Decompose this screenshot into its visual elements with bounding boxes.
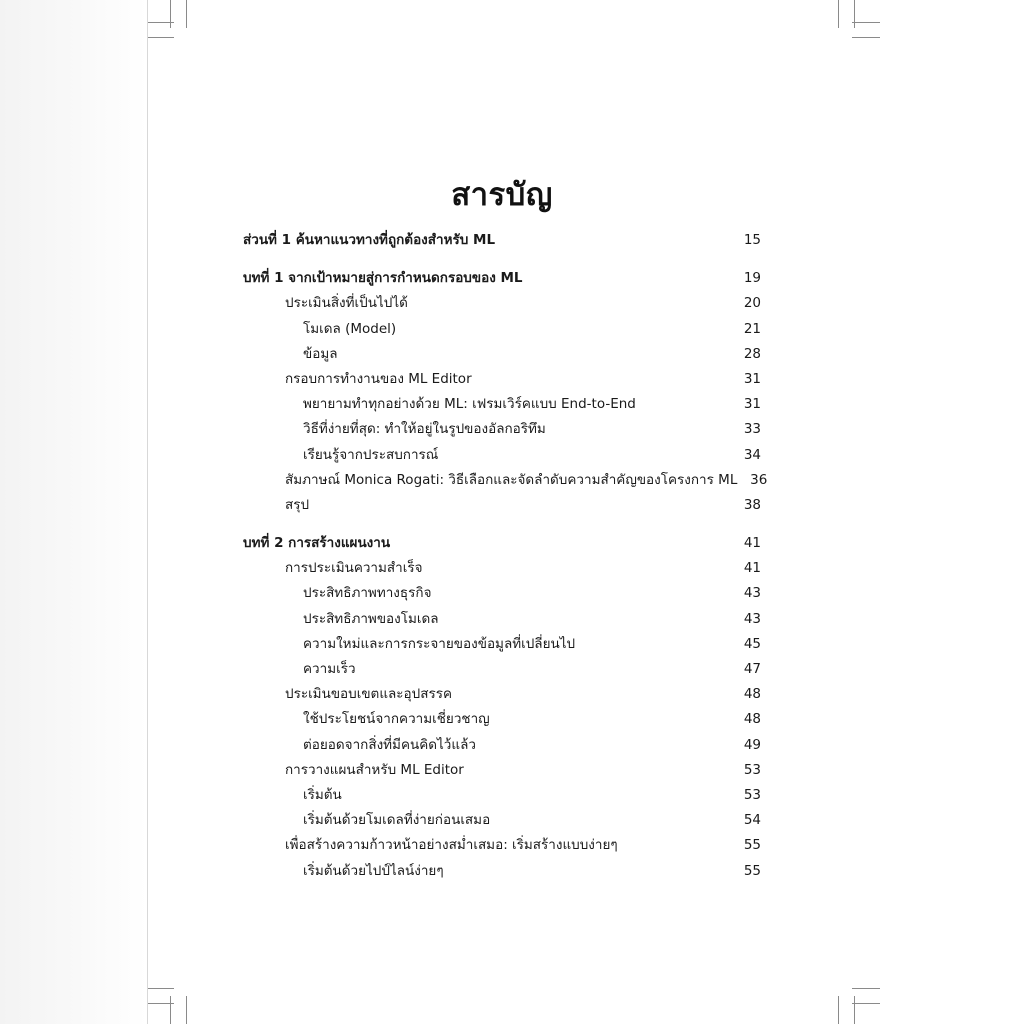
page-edge-line: [147, 0, 148, 1024]
crop-mark: [148, 37, 174, 38]
toc-entry-title: พยายามทำทุกอย่างด้วย ML: เฟรมเวิร์คแบบ End-to-End: [303, 396, 636, 413]
toc-entry-title: บทที่ 2 การสร้างแผนงาน: [243, 535, 391, 552]
toc-entry: [243, 682, 761, 707]
crop-mark: [852, 22, 880, 23]
toc-entry-title: ประสิทธิภาพทางธุรกิจ: [303, 585, 432, 602]
toc-entry: [243, 367, 761, 392]
crop-mark: [186, 996, 187, 1024]
crop-mark: [838, 996, 839, 1024]
toc-entry-title: เริ่มต้นด้วยโมเดลที่ง่ายก่อนเสมอ: [303, 812, 491, 829]
toc-chapter-heading: [243, 228, 761, 253]
toc-entry: [243, 556, 761, 581]
toc-entry: [243, 392, 761, 417]
toc-entry: [243, 581, 761, 606]
crop-mark: [854, 996, 855, 1024]
crop-mark: [148, 1003, 174, 1004]
toc-entry: [243, 859, 761, 884]
toc-entry-title: บทที่ 1 จากเป้าหมายสู่การกำหนดกรอบของ ML: [243, 270, 523, 287]
toc-page-number: 55: [743, 837, 761, 854]
toc-page-number: 43: [743, 610, 761, 627]
toc-page-number: 43: [743, 585, 761, 602]
toc-entry-title: เรียนรู้จากประสบการณ์: [303, 446, 439, 463]
toc-page-number: 49: [743, 736, 761, 753]
toc-entry: [243, 707, 761, 732]
toc-page-number: 55: [743, 862, 761, 879]
toc-page-number: 33: [743, 421, 761, 438]
toc-entry: [243, 417, 761, 442]
toc-entry: [243, 632, 761, 657]
toc-entry: [243, 607, 761, 632]
toc-entry: [243, 493, 761, 518]
toc-entry: [243, 808, 761, 833]
toc-entry-title: ต่อยอดจากสิ่งที่มีคนคิดไว้แล้ว: [303, 736, 476, 753]
crop-mark: [852, 988, 880, 989]
toc-chapter-heading: [243, 531, 761, 556]
toc-page-number: 21: [743, 320, 761, 337]
toc-entry: [243, 733, 761, 758]
crop-mark: [854, 0, 855, 28]
toc-entry-title: การประเมินความสำเร็จ: [285, 560, 423, 577]
toc-entry-title: เริ่มต้น: [303, 786, 342, 803]
toc-entry: [243, 657, 761, 682]
toc-page-number: 38: [743, 496, 761, 513]
toc-entry-title: เริ่มต้นด้วยไปป์ไลน์ง่ายๆ: [303, 862, 444, 879]
toc-page-number: 53: [743, 761, 761, 778]
toc-entry-title: ส่วนที่ 1 ค้นหาแนวทางที่ถูกต้องสำหรับ ML: [243, 232, 496, 248]
toc-entry-title: ความเร็ว: [303, 661, 356, 677]
toc-page-number: 36: [750, 471, 768, 488]
toc-entry: [243, 758, 761, 783]
toc-page-number: 53: [743, 786, 761, 803]
toc-entry-title: ความใหม่และการกระจายของข้อมูลที่เปลี่ยนไป: [303, 635, 576, 652]
toc-entry: [243, 783, 761, 808]
toc-entry-title: กรอบการทำงานของ ML Editor: [285, 370, 472, 387]
toc-entry-title: สรุป: [285, 496, 310, 513]
toc-entry: [243, 833, 761, 858]
toc-page-number: 34: [743, 446, 761, 463]
toc-page-number: 28: [743, 345, 761, 362]
toc-page-number: 41: [743, 560, 761, 577]
crop-mark: [852, 1003, 880, 1004]
crop-mark: [170, 0, 171, 28]
toc-entry: [243, 468, 768, 493]
crop-mark: [148, 988, 174, 989]
toc-entry-title: เพื่อสร้างความก้าวหน้าอย่างสม่ำเสมอ: เริ่มสร้างแบบง่ายๆ: [285, 837, 618, 854]
page-title: สารบัญ: [451, 176, 553, 213]
toc-page-number: 45: [743, 635, 761, 652]
toc-entry: [243, 342, 761, 367]
toc-page-number: 54: [743, 812, 761, 829]
toc-page-number: 41: [743, 535, 761, 552]
crop-mark: [186, 0, 187, 28]
toc-entry: [243, 443, 761, 468]
toc-entry: [243, 317, 761, 342]
toc-entry-title: ข้อมูล: [303, 345, 338, 362]
toc-page-number: 19: [743, 270, 761, 287]
toc-entry-title: ประเมินขอบเขตและอุปสรรค: [285, 686, 453, 703]
toc-entry-title: สัมภาษณ์ Monica Rogati: วิธีเลือกและจัดลำดับความสำคัญของโครงการ ML: [285, 471, 738, 488]
page-edge-shadow: [0, 0, 148, 1024]
table-of-contents: [243, 228, 768, 884]
toc-entry-title: ประสิทธิภาพของโมเดล: [303, 610, 439, 627]
toc-entry-title: ใช้ประโยชน์จากความเชี่ยวชาญ: [303, 711, 490, 728]
toc-entry: [243, 291, 761, 316]
toc-entry-title: วิธีที่ง่ายที่สุด: ทำให้อยู่ในรูปของอัลกอริทึม: [303, 421, 546, 438]
toc-page-number: 48: [743, 711, 761, 728]
toc-page-number: 31: [743, 396, 761, 413]
crop-mark: [852, 37, 880, 38]
crop-mark: [148, 22, 174, 23]
toc-page-number: 31: [743, 370, 761, 387]
crop-mark: [838, 0, 839, 28]
toc-chapter-heading: [243, 266, 761, 291]
toc-entry-title: การวางแผนสำหรับ ML Editor: [285, 761, 464, 778]
toc-page-number: 20: [743, 295, 761, 312]
toc-page-number: 47: [743, 661, 761, 677]
crop-mark: [170, 996, 171, 1024]
toc-entry-title: โมเดล (Model): [303, 320, 397, 337]
toc-page-number: 15: [743, 232, 761, 248]
toc-entry-title: ประเมินสิ่งที่เป็นไปได้: [285, 295, 408, 312]
toc-page-number: 48: [743, 686, 761, 703]
